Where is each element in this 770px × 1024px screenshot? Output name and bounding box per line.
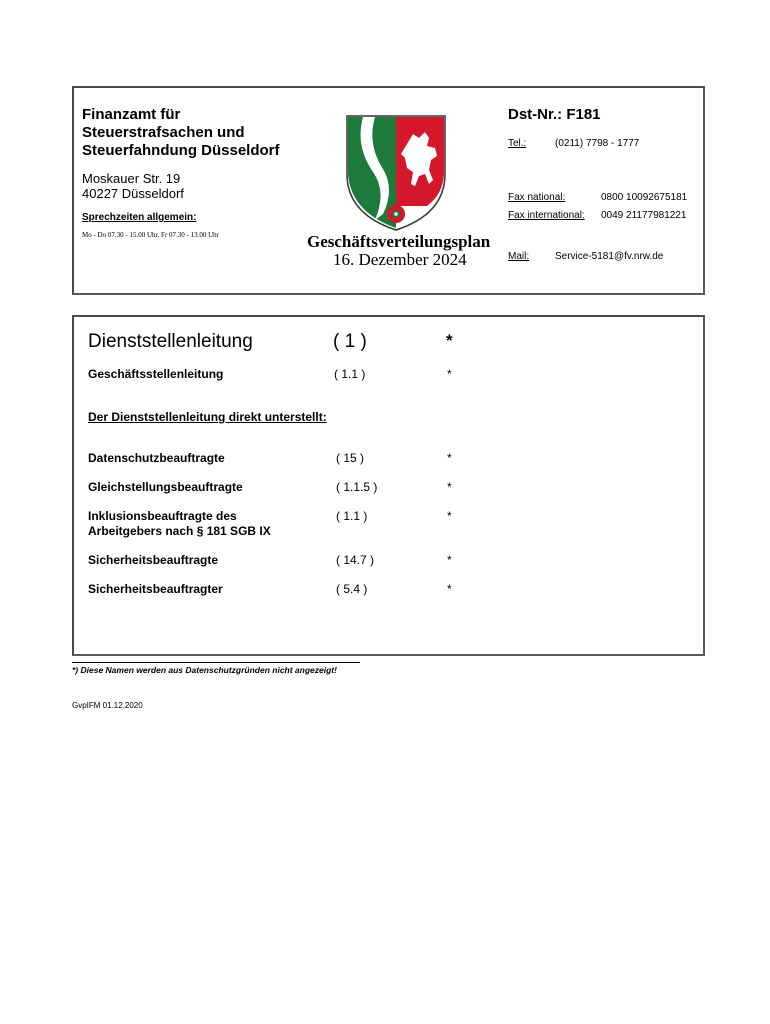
tel-label: Tel.: — [508, 138, 527, 149]
list-item-mark: * — [447, 509, 452, 523]
sub-code: ( 1.1 ) — [334, 367, 366, 381]
fax-national-value: 0800 10092675181 — [601, 192, 688, 203]
list-item-code: ( 14.7 ) — [336, 553, 375, 567]
doc-reference: GvpIFM 01.12.2020 — [72, 701, 143, 710]
city-address: 40227 Düsseldorf — [82, 186, 184, 201]
list-item-label-line2: Arbeitgebers nach § 181 SGB IX — [88, 524, 271, 538]
hours-label: Sprechzeiten allgemein: — [82, 212, 197, 223]
plan-title: Geschäftsverteilungsplan — [307, 232, 491, 251]
fax-national-label: Fax national: — [508, 192, 566, 203]
list-item-code: ( 1.1 ) — [336, 509, 368, 523]
list-item-code: ( 1.1.5 ) — [336, 480, 378, 494]
office-address — [82, 171, 184, 201]
page-title-code: ( 1 ) — [333, 331, 367, 352]
list-item-label: Gleichstellungsbeauftragte — [88, 480, 243, 494]
tel-value: (0211) 7798 - 1777 — [555, 138, 640, 149]
office-name-line2: Steuerstrafsachen und — [82, 124, 245, 141]
mail-value: Service-5181@fv.nrw.de — [555, 251, 664, 262]
footnote-rule — [72, 662, 360, 663]
list-item-label: Datenschutzbeauftragte — [88, 451, 225, 465]
page-title: Dienststellenleitung — [88, 331, 253, 352]
dst-nr: Dst-Nr.: F181 — [508, 106, 601, 123]
list-item-label — [88, 509, 271, 539]
office-name-line3: Steuerfahndung Düsseldorf — [82, 142, 280, 159]
fax-international-value: 0049 21177981221 — [601, 210, 687, 221]
sub-label: Geschäftsstellenleitung — [88, 367, 224, 381]
list-item-label-line1: Inklusionsbeauftragte des — [88, 509, 237, 523]
hours-value: Mo - Do 07.30 - 15.00 Uhr, Fr 07.30 - 13.00 Uhr — [82, 231, 219, 239]
plan-date: 16. Dezember 2024 — [333, 250, 467, 269]
page-title-mark: * — [446, 331, 453, 350]
list-item-mark: * — [447, 480, 452, 494]
list-item-mark: * — [447, 451, 452, 465]
list-item-mark: * — [447, 582, 452, 596]
footnote: *) Diese Namen werden aus Datenschutzgründen nicht angezeigt! — [72, 665, 337, 675]
list-item-code: ( 5.4 ) — [336, 582, 368, 596]
office-name-line1: Finanzamt für — [82, 106, 181, 123]
street-address: Moskauer Str. 19 — [82, 171, 181, 186]
mail-label: Mail: — [508, 251, 530, 262]
office-name — [82, 106, 280, 160]
fax-international-label: Fax international: — [508, 210, 585, 221]
list-item-label: Sicherheitsbeauftragte — [88, 553, 219, 567]
list-item-code: ( 15 ) — [336, 451, 365, 465]
sub-mark: * — [447, 367, 452, 381]
list-item-label: Sicherheitsbeauftragter — [88, 582, 223, 596]
direct-heading: Der Dienststellenleitung direkt unterstellt: — [88, 410, 327, 424]
list-item-mark: * — [447, 553, 452, 567]
nrw-coat-of-arms-icon — [345, 114, 447, 232]
